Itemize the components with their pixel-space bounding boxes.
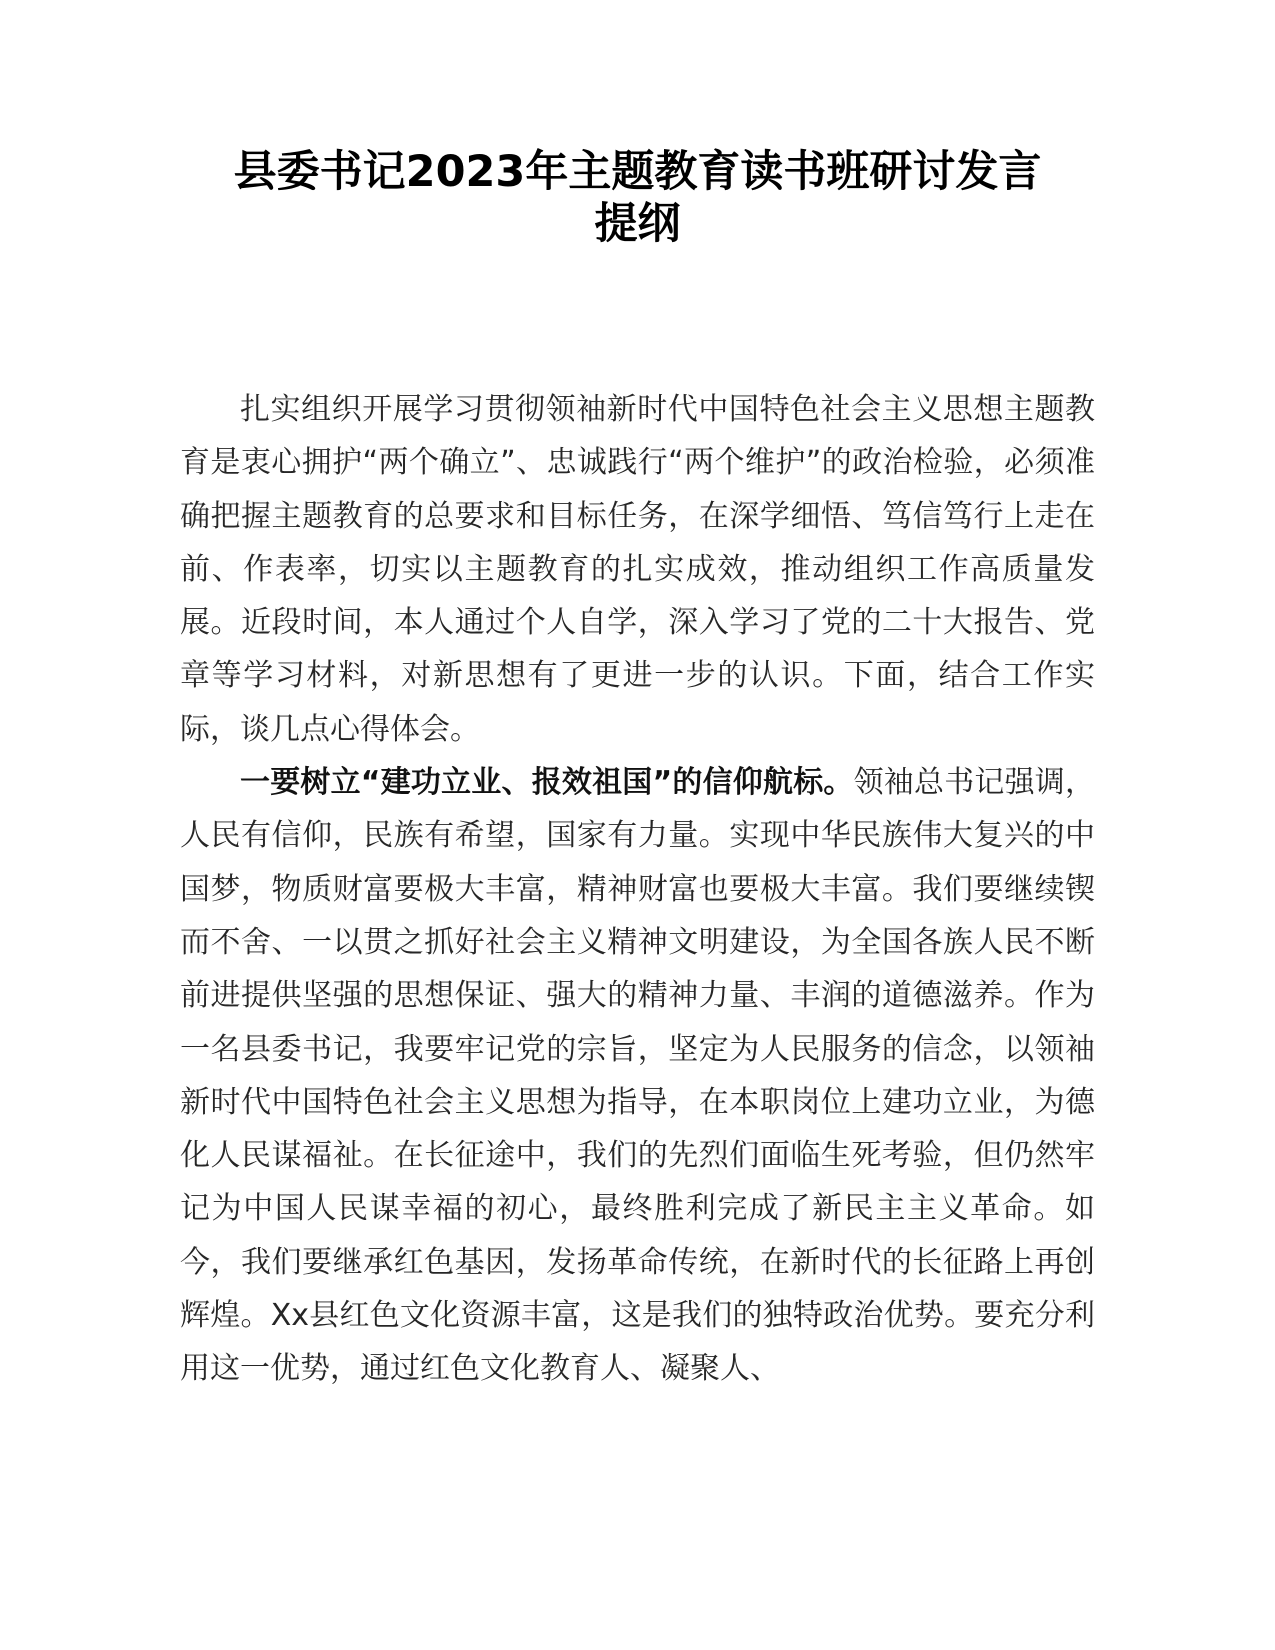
title-line-2: 提纲 bbox=[594, 199, 681, 249]
paragraph-point-one-text: 领袖总书记强调，人民有信仰，民族有希望，国家有力量。实现中华民族伟大复兴的中国梦，物质财富要极大丰富，精神财富也要极大丰富。我们要继续锲而不舍、一以贯之抓好社会主义精神文明建设，为全国各族人民不断前进提供坚强的思想保证、强大的精神力量、丰润的道德滋养。作为一名县委书记，我要牢记党的宗旨，坚定为人民服务的信念，以领袖新时代中国特色社会主义思想为指导，在本职岗位上建功立业，为德化人民谋福祉。在长征途中，我们的先烈们面临生死考验，但仍然牢记为中国人民谋幸福的初心，最终胜利完成了新民主主义革命。如今，我们要继承红色基因，发扬革命传统，在新时代的长征路上再创辉煌。Xx县红色文化资源丰富，这是我们的独特政治优势。要充分利用这一优势，通过红色文化教育人、凝聚人、 bbox=[180, 765, 1095, 1387]
paragraph-point-one bbox=[180, 756, 1095, 1396]
document-body bbox=[180, 383, 1095, 1396]
paragraph-intro bbox=[180, 383, 1095, 756]
paragraph-intro-text: 扎实组织开展学习贯彻领袖新时代中国特色社会主义思想主题教育是衷心拥护“两个确立”、忠诚践行“两个维护”的政治检验，必须准确把握主题教育的总要求和目标任务，在深学细悟、笃信笃行上走在前、作表率，切实以主题教育的扎实成效，推动组织工作高质量发展。近段时间，本人通过个人自学，深入学习了党的二十大报告、党章等学习材料，对新思想有了更进一步的认识。下面，结合工作实际，谈几点心得体会。 bbox=[180, 392, 1095, 747]
paragraph-point-one-heading: 一要树立“建功立业、报效祖国”的信仰航标。 bbox=[240, 765, 854, 801]
document-title bbox=[180, 146, 1095, 250]
title-line-1: 县委书记2023年主题教育读书班研讨发言 bbox=[233, 147, 1042, 197]
